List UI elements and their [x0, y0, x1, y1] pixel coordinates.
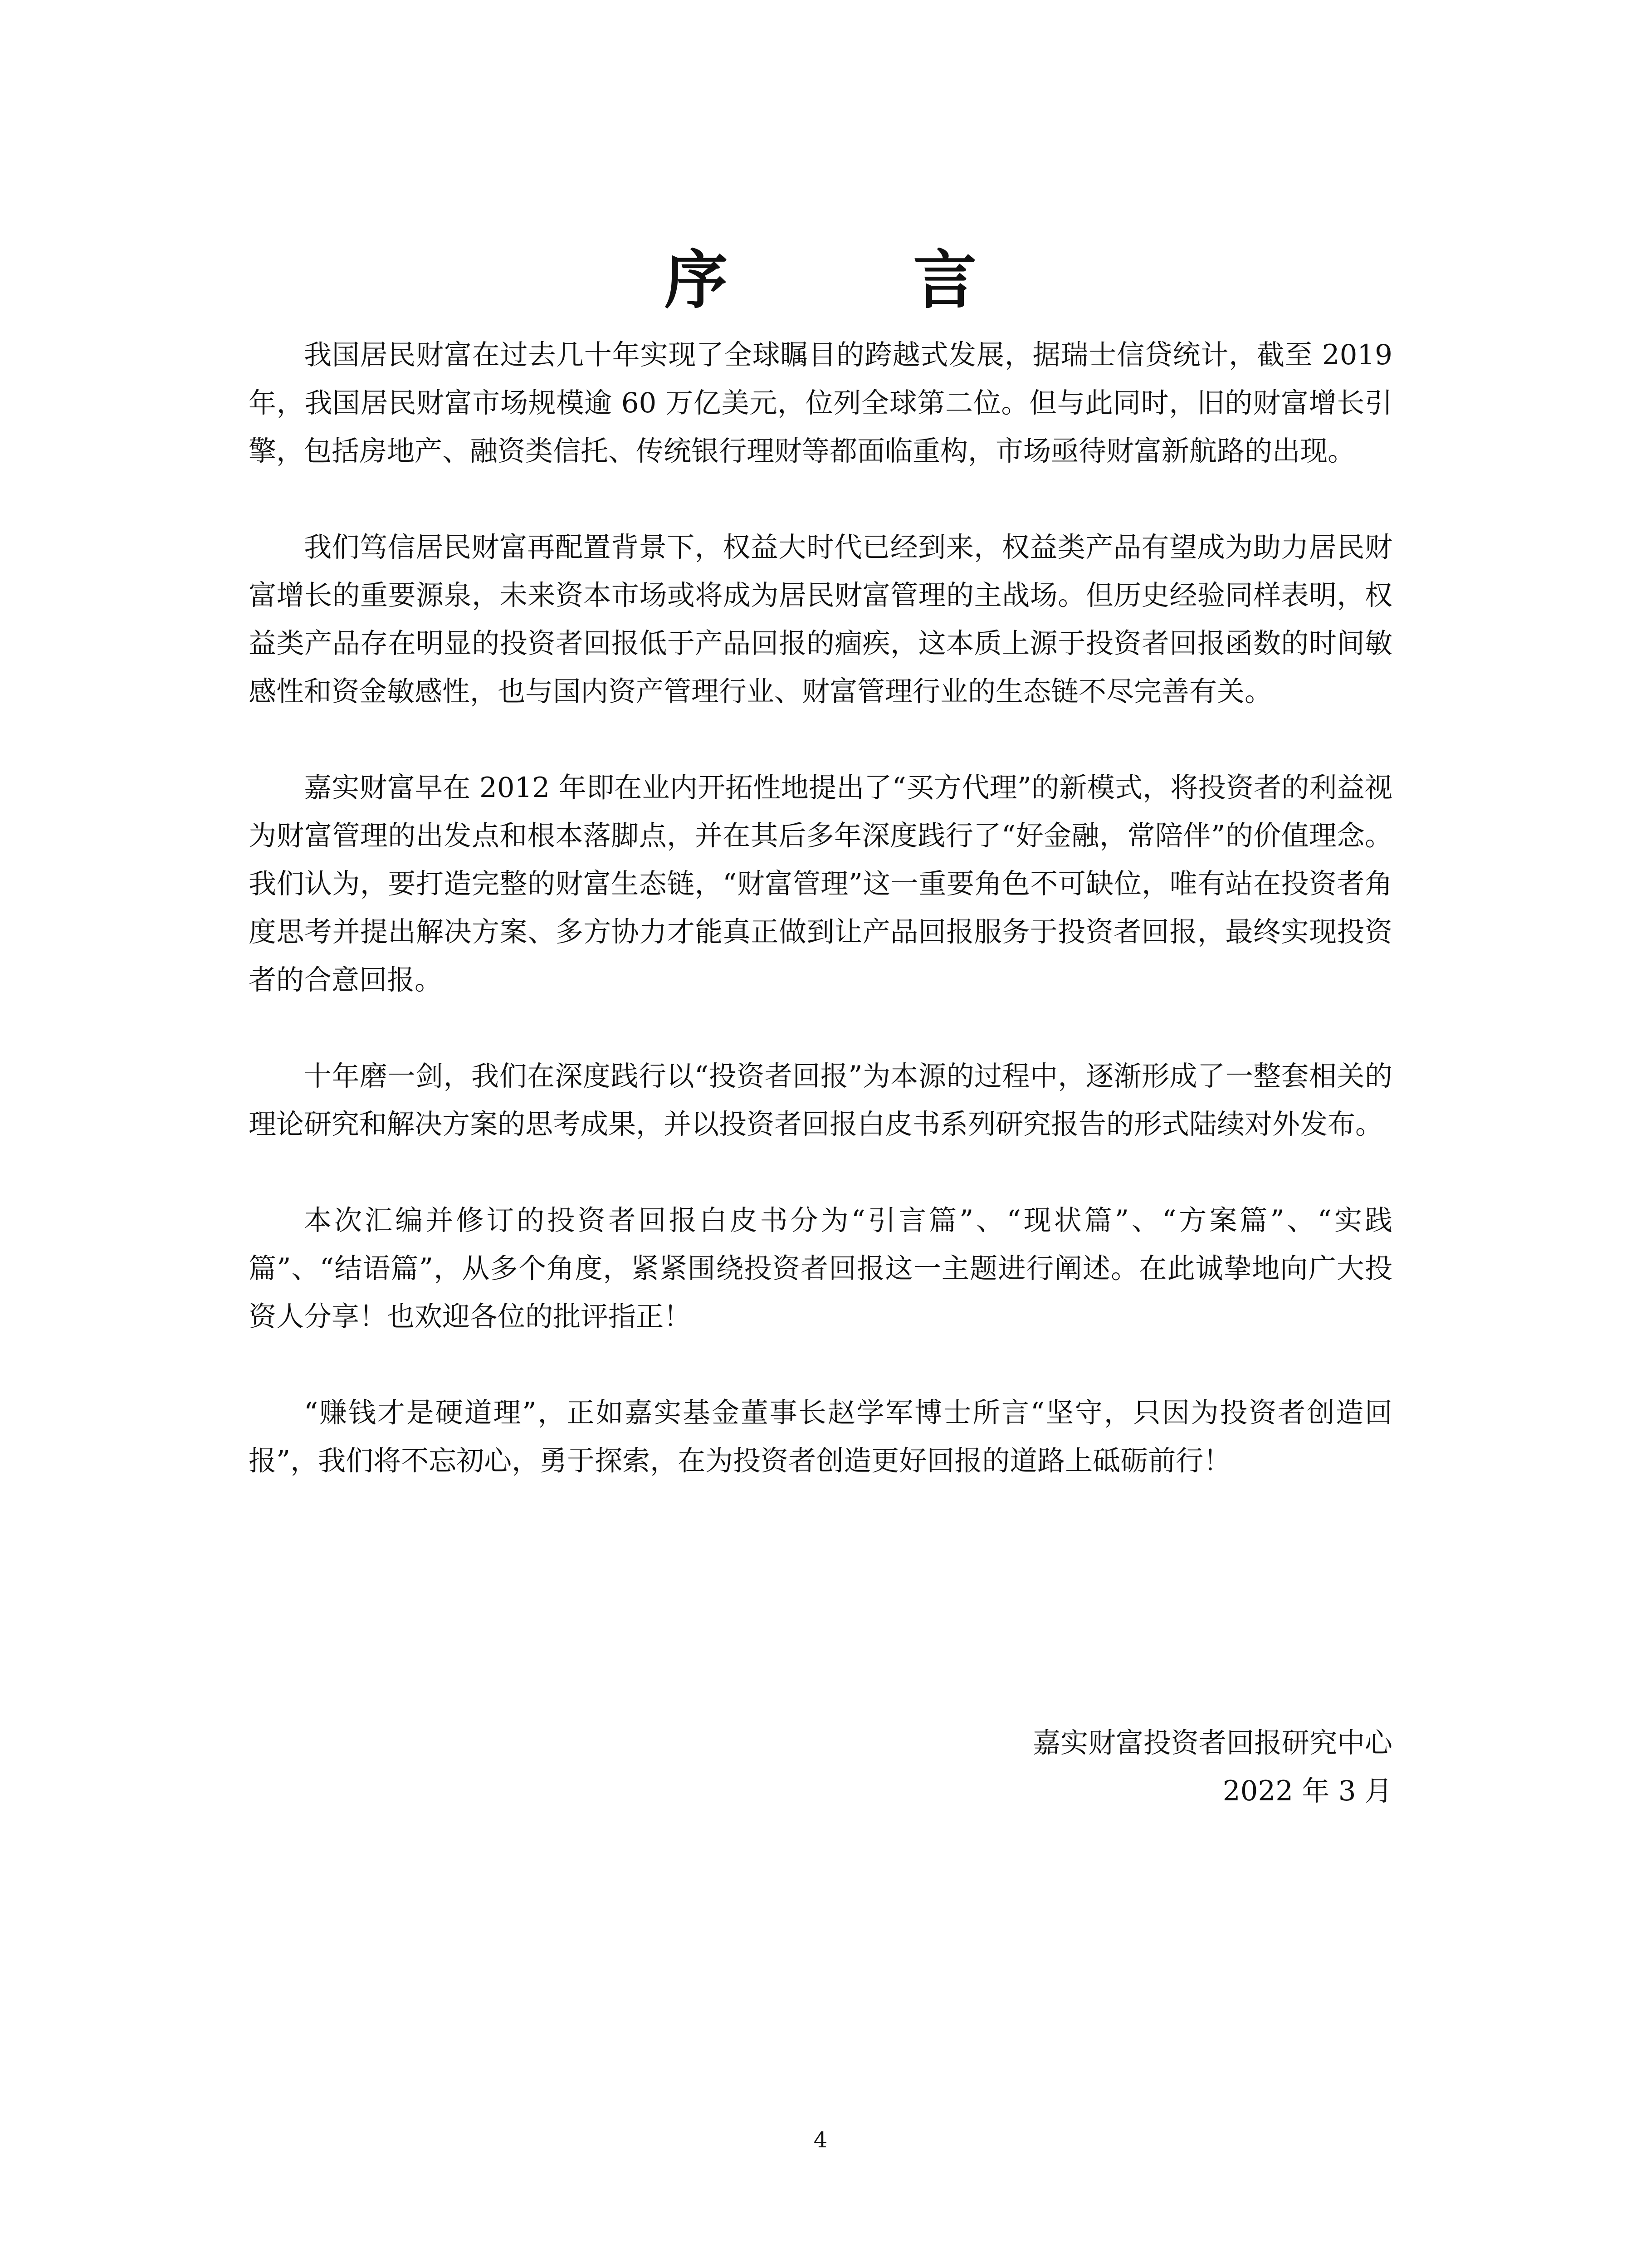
paragraph-6: “赚钱才是硬道理”，正如嘉实基金董事长赵学军博士所言“坚守，只因为投资者创造回报”，我们将不忘初心，勇于探索，在为投资者创造更好回报的道路上砥砺前行！: [249, 1397, 1392, 1477]
paragraph-3: 嘉实财富早在 2012 年即在业内开拓性地提出了“买方代理”的新模式，将投资者的利益视为财富管理的出发点和根本落脚点，并在其后多年深度践行了“好金融，常陪伴”的价值理念。我们认为，要打造完整的财富生态链，“财富管理”这一重要角色不可缺位，唯有站在投资者角度思考并提出解决方案、多方协力才能真正做到让产品回报服务于投资者回报，最终实现投资者的合意回报。: [249, 772, 1392, 996]
signature-block: [1033, 1719, 1392, 1815]
paragraph-2: 我们笃信居民财富再配置背景下，权益大时代已经到来，权益类产品有望成为助力居民财富增长的重要源泉，未来资本市场或将成为居民财富管理的主战场。但历史经验同样表明，权益类产品存在明显的投资者回报低于产品回报的痼疾，这本质上源于投资者回报函数的时间敏感性和资金敏感性，也与国内资产管理行业、财富管理行业的生态链不尽完善有关。: [249, 531, 1392, 708]
signature-date: 2022 年 3 月: [1222, 1775, 1392, 1807]
paragraph-5: 本次汇编并修订的投资者回报白皮书分为“引言篇”、“现状篇”、“方案篇”、“实践篇”、“结语篇”，从多个角度，紧紧围绕投资者回报这一主题进行阐述。在此诚挚地向广大投资人分享！也欢迎各位的批评指正！: [249, 1204, 1392, 1333]
page-title: 序 言: [664, 243, 1059, 318]
paragraph-4: 十年磨一剑，我们在深度践行以“投资者回报”为本源的过程中，逐渐形成了一整套相关的理论研究和解决方案的思考成果，并以投资者回报白皮书系列研究报告的形式陆续对外发布。: [249, 1060, 1392, 1140]
signature-organization: 嘉实财富投资者回报研究中心: [1032, 1727, 1392, 1759]
page-number: 4: [813, 2127, 828, 2153]
preface-body: [249, 331, 1392, 1533]
paragraph-1: 我国居民财富在过去几十年实现了全球瞩目的跨越式发展，据瑞士信贷统计，截至 2019 年，我国居民财富市场规模逾 60 万亿美元，位列全球第二位。但与此同时，旧的财富增长引擎，包括房地产、融资类信托、传统银行理财等都面临重构，市场亟待财富新航路的出现。: [249, 339, 1392, 467]
